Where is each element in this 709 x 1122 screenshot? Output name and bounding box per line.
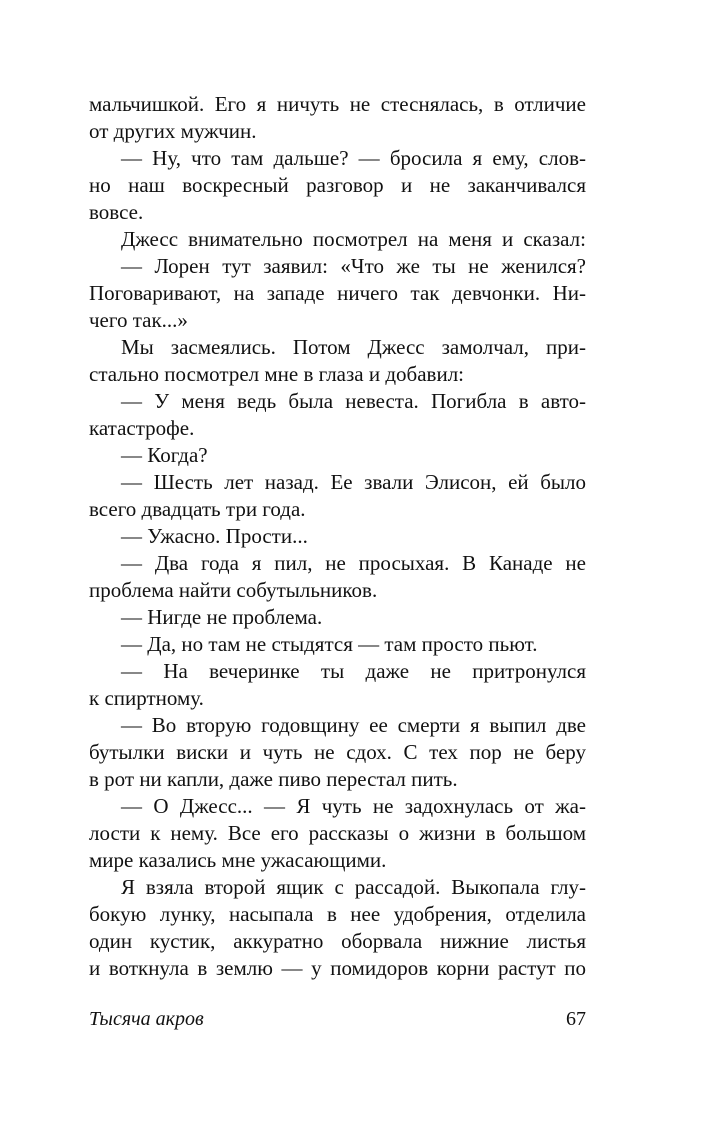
text-line: Поговаривают, на западе ничего так девчонки. Ни- (89, 281, 586, 305)
text-line: — Шесть лет назад. Ее звали Элисон, ей было (121, 470, 586, 494)
page-footer (89, 1004, 586, 1034)
text-line: к спиртному. (89, 686, 204, 710)
text-line: — Да, но там не стыдятся — там просто пьют. (121, 632, 538, 656)
text-line: мальчишкой. Его я ничуть не стеснялась, в отличие (89, 92, 586, 116)
text-line: Я взяла второй ящик с рассадой. Выкопала глу- (121, 875, 586, 899)
text-line: один кустик, аккуратно оборвала нижние листья (89, 929, 586, 953)
text-line: но наш воскресный разговор и не заканчивался (89, 173, 586, 197)
text-line: от других мужчин. (89, 119, 257, 143)
text-line: Джесс внимательно посмотрел на меня и сказал: (121, 227, 586, 251)
page-number: 67 (566, 1008, 586, 1030)
text-line: — Ужасно. Прости... (121, 524, 308, 548)
text-line: всего двадцать три года. (89, 497, 306, 521)
text-line: чего так...» (89, 308, 188, 332)
text-line: — О Джесс... — Я чуть не задохнулась от жа- (121, 794, 586, 818)
text-line: в рот ни капли, даже пиво перестал пить. (89, 767, 458, 791)
text-line: — На вечеринке ты даже не притронулся (121, 659, 586, 683)
text-line: и воткнула в землю — у помидоров корни растут по (89, 956, 586, 980)
text-line: — Ну, что там дальше? — бросила я ему, слов- (121, 146, 586, 170)
text-line: проблема найти собутыльников. (89, 578, 378, 602)
text-line: — Два года я пил, не просыхая. В Канаде не (121, 551, 586, 575)
text-line: — У меня ведь была невеста. Погибла в авто- (121, 389, 586, 413)
text-line: мире казались мне ужасающими. (89, 848, 387, 872)
text-line: бутылки виски и чуть не сдох. С тех пор не беру (89, 740, 586, 764)
page-body (89, 91, 586, 982)
text-line: катастрофе. (89, 416, 195, 440)
text-line: вовсе. (89, 200, 144, 224)
text-line: — Нигде не проблема. (121, 605, 323, 629)
text-line: стально посмотрел мне в глаза и добавил: (89, 362, 465, 386)
text-line: — Лорен тут заявил: «Что же ты не женился? (121, 254, 586, 278)
text-line: бокую лунку, насыпала в нее удобрения, отделила (89, 902, 586, 926)
text-line: — Когда? (121, 443, 208, 467)
text-line: лости к нему. Все его рассказы о жизни в большом (89, 821, 586, 845)
running-title: Тысяча акров (89, 1008, 204, 1030)
text-line: Мы засмеялись. Потом Джесс замолчал, при- (121, 335, 586, 359)
text-line: — Во вторую годовщину ее смерти я выпил две (121, 713, 586, 737)
